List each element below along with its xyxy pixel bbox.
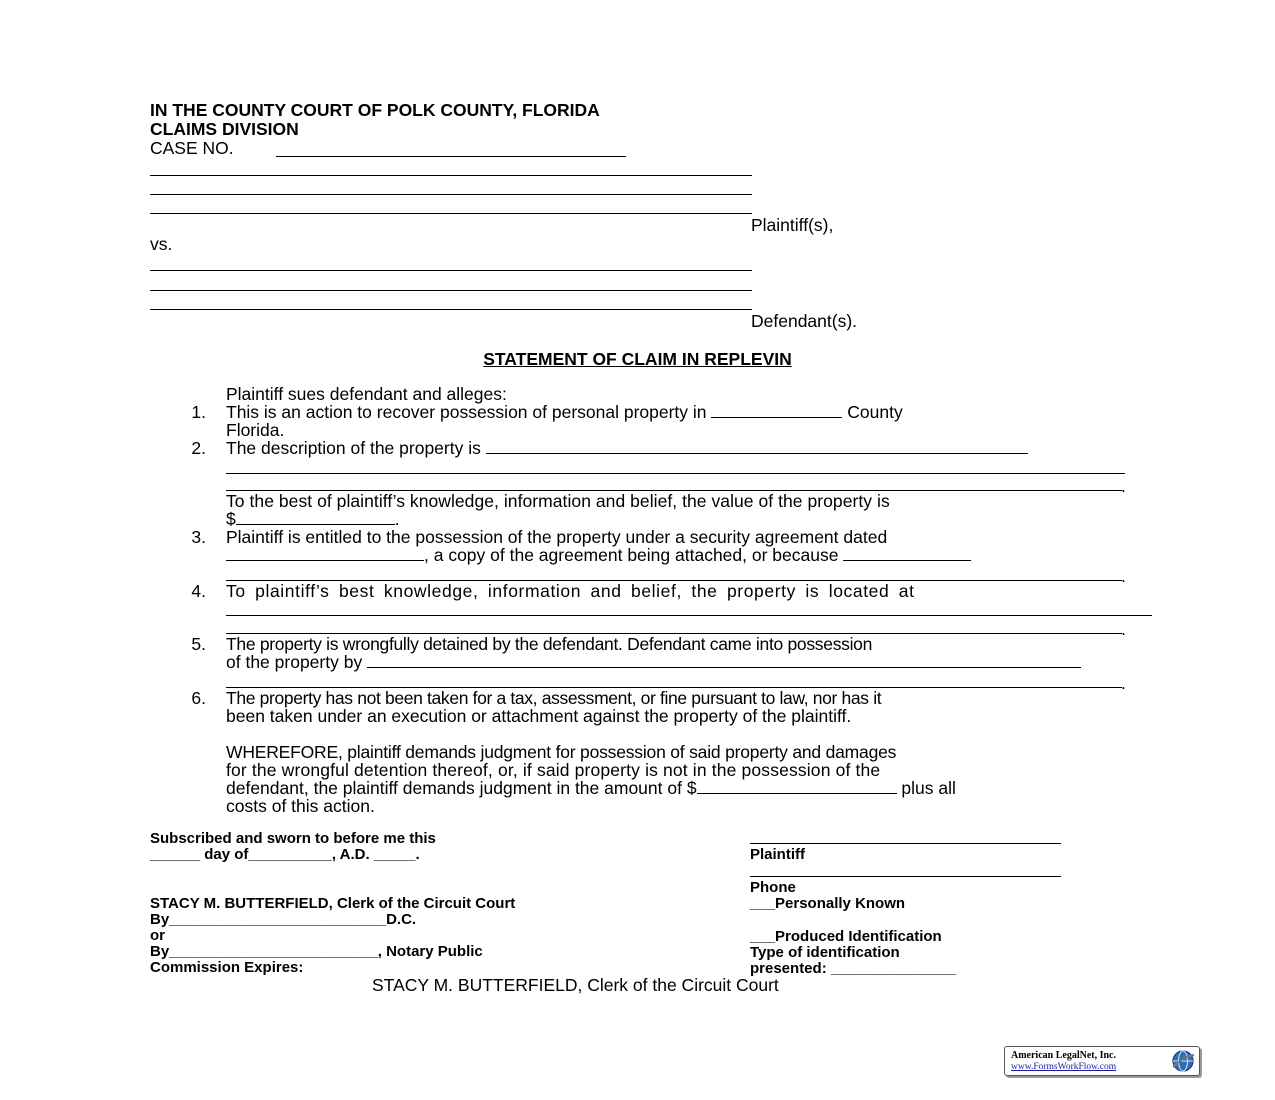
clerk-line: STACY M. BUTTERFIELD, Clerk of the Circuit Court [150,895,516,912]
allegation-1-text-cont: Florida. [226,420,285,440]
period-mark: . [1121,673,1126,693]
or-line: or [150,927,165,944]
possession-means-field[interactable] [367,652,1081,668]
period-mark: . [1121,566,1126,586]
allegation-1-number: 1. [191,402,206,422]
defendants-label: Defendant(s). [751,311,858,331]
defendant-line-2[interactable] [150,290,752,291]
document-title: STATEMENT OF CLAIM IN REPLEVIN [483,349,792,369]
plaintiff-line-2[interactable] [150,194,752,195]
defendant-line-3[interactable] [150,309,752,310]
phone-label: Phone [750,879,796,896]
plaintiff-line-3[interactable] [150,213,752,214]
division-heading: CLAIMS DIVISION [150,119,299,139]
american-legalnet-logo[interactable] [1004,1046,1200,1076]
case-no-label: CASE NO. [150,138,234,158]
plaintiff-signature-line[interactable] [750,843,1061,844]
judgment-amount-field[interactable] [697,778,897,794]
personally-known-option[interactable]: ___Personally Known [750,895,906,912]
allegation-3-text-cont: , a copy of the agreement being attached, or because [226,545,971,565]
case-no-field[interactable] [276,156,626,157]
produced-identification-option[interactable]: ___Produced Identification [750,928,942,945]
allegation-4-text: To plaintiff’s best knowledge, information and belief, the property is located at [226,581,915,601]
court-heading: IN THE COUNTY COURT OF POLK COUNTY, FLORIDA [150,100,600,120]
because-field[interactable] [843,545,971,561]
defendant-line-1[interactable] [150,270,752,271]
globe-icon [1170,1049,1196,1073]
logo-url-link[interactable]: www.FormsWorkFlow.com [1011,1062,1117,1072]
phone-line[interactable] [750,876,1061,877]
by-dc-line: By__________________________D.C. [150,911,417,928]
vs-label: vs. [150,234,173,254]
allegation-6-text-cont: been taken under an execution or attachment against the property of the plaintiff. [226,706,852,726]
plaintiff-signature-label: Plaintiff [750,846,805,863]
sworn-line-1: Subscribed and sworn to before me this [150,830,436,847]
period-mark: . [1121,619,1126,639]
allegation-6-text: The property has not been taken for a tax, assessment, or fine pursuant to law, nor has it [226,688,882,708]
allegation-3-text: Plaintiff is entitled to the possession of the property under a security agreement dated [226,527,888,547]
footer-clerk: STACY M. BUTTERFIELD, Clerk of the Circuit Court [372,975,779,995]
identification-presented-field[interactable]: presented: _______________ [750,960,956,977]
allegation-5-text-cont: of the property by [226,652,1081,672]
wherefore-line-1: WHEREFORE, plaintiff demands judgment for possession of said property and damages [226,742,897,762]
allegation-2-value-line: $ . [226,509,400,529]
allegation-5-number: 5. [191,634,206,654]
wherefore-line-2: for the wrongful detention thereof, or, if said property is not in the possession of the [226,760,881,780]
county-field[interactable] [711,402,842,418]
commission-line: Commission Expires: [150,959,304,976]
plaintiffs-label: Plaintiff(s), [751,215,834,235]
logo-company-name: American LegalNet, Inc. [1011,1050,1116,1061]
intro-text: Plaintiff sues defendant and alleges: [226,384,507,404]
allegation-4-number: 4. [191,581,206,601]
property-description-line-2[interactable] [226,473,1125,474]
allegation-3-number: 3. [191,527,206,547]
agreement-date-field[interactable] [226,545,424,561]
property-value-field[interactable] [236,509,395,525]
by-notary-line: By_________________________, Notary Public [150,943,483,960]
allegation-5-text: The property is wrongfully detained by the defendant. Defendant came into possession [226,634,873,654]
allegation-1-text: This is an action to recover possession of personal property in County [226,402,903,422]
period-mark: . [1121,476,1126,496]
allegation-2-text: The description of the property is [226,438,1028,458]
allegation-2-value-text: To the best of plaintiff’s knowledge, information and belief, the value of the property is [226,491,890,511]
location-line-1[interactable] [226,615,1152,616]
wherefore-line-4: costs of this action. [226,796,375,816]
allegation-6-number: 6. [191,688,206,708]
sworn-line-2: ______ day of__________, A.D. _____. [150,846,420,863]
wherefore-line-3: defendant, the plaintiff demands judgment in the amount of $ plus all [226,778,956,798]
identification-type-label: Type of identification [750,944,900,961]
plaintiff-line-1[interactable] [150,175,752,176]
allegation-2-number: 2. [191,438,206,458]
property-description-field[interactable] [486,438,1028,454]
